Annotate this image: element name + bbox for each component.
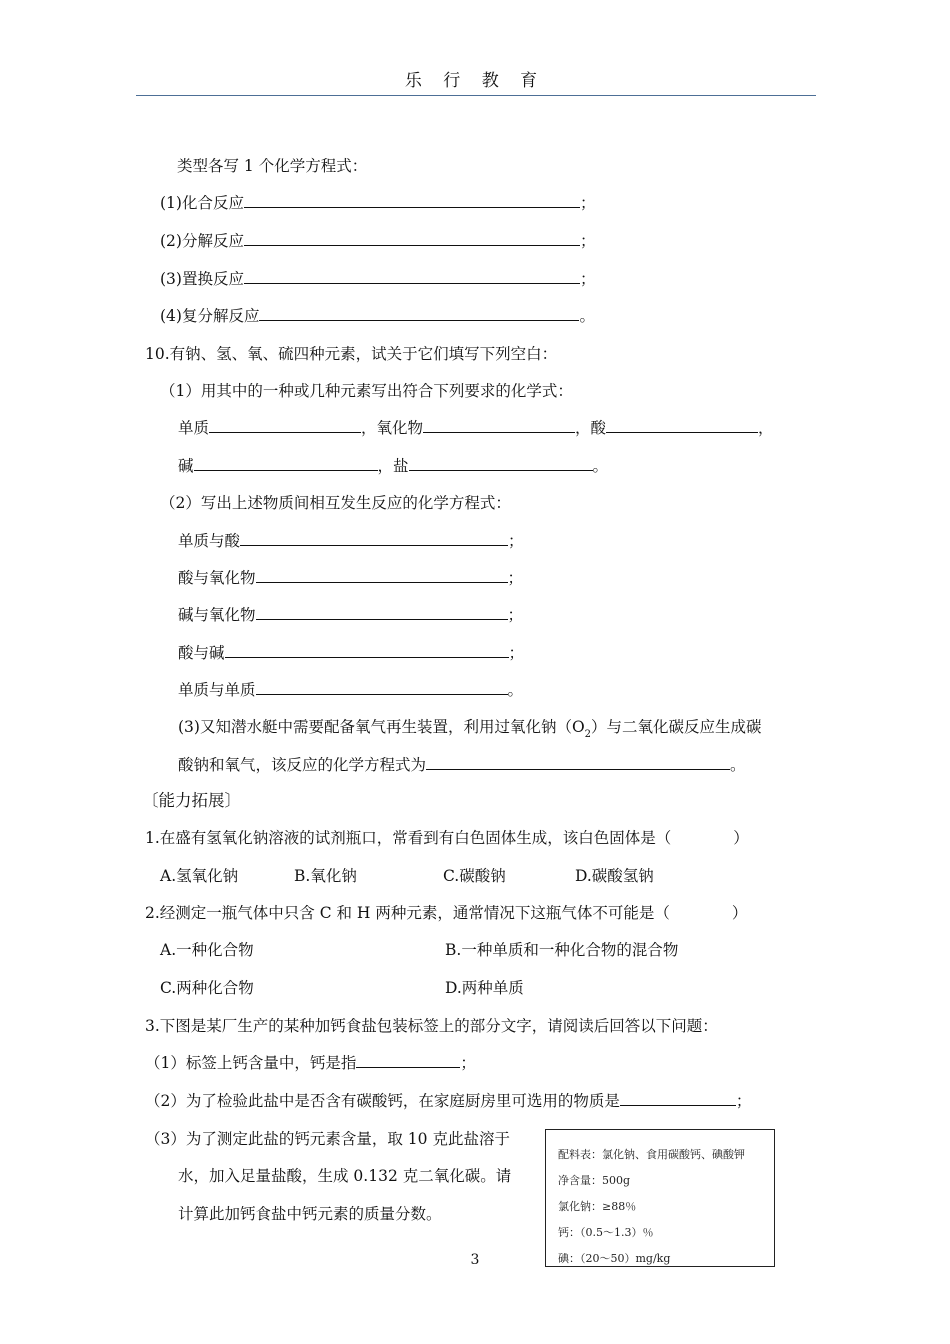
q10-pair-5-blank[interactable] (256, 679, 508, 695)
q10-row1-blank-c[interactable] (606, 417, 758, 433)
q9-intro: 类型各写 1 个化学方程式： (177, 157, 368, 175)
q10-row2-end: 。 (592, 457, 609, 475)
q10-row1-label-c: ，酸 (575, 419, 607, 437)
q10-part3-line1 (178, 716, 762, 741)
q9-item-1 (160, 192, 595, 214)
q9-item-2-end: ； (579, 232, 596, 250)
q9-item-1-blank[interactable] (244, 192, 580, 208)
q10-part1: （1）用其中的一种或几种元素写出符合下列要求的化学式： (160, 382, 573, 400)
q10-pair-1-blank[interactable] (240, 530, 508, 546)
q10-part3-subscript: 2 (584, 729, 592, 740)
e3-part2 (145, 1090, 751, 1112)
q10-pair-3-end: ； (507, 606, 524, 624)
q10-row2-blank-a[interactable] (194, 455, 378, 471)
header-divider (136, 95, 816, 96)
q10-part3-text-b: ）与二氧化碳反应生成碳 (591, 718, 762, 736)
e2-option-a[interactable]: A.一种化合物 (160, 941, 254, 959)
q9-item-4 (160, 305, 595, 327)
q10-part3-text-a: (3)又知潜水艇中需要配备氧气再生装置，利用过氧化钠（O (178, 718, 585, 736)
q9-item-4-end: 。 (579, 307, 595, 325)
e3-part1-end: ； (460, 1054, 476, 1072)
q9-item-1-label: (1)化合反应 (160, 194, 244, 212)
e3-part1-text: （1）标签上钙含量中，钙是指 (145, 1054, 357, 1072)
q10-pair-2-end: ； (507, 569, 524, 587)
e1-option-c[interactable]: C.碳酸钠 (443, 867, 506, 885)
q10-row2 (178, 455, 608, 477)
q10-pair-3-label: 碱与氧化物 (178, 606, 256, 624)
salt-label-box (545, 1129, 775, 1267)
q10-part2: （2）写出上述物质间相互发生反应的化学方程式： (160, 494, 511, 512)
q10-row2-label-b: ，盐 (377, 457, 409, 475)
q10-pair-2-label: 酸与氧化物 (178, 569, 256, 587)
e1-stem: 1.在盛有氢氧化钠溶液的试剂瓶口，常看到有白色固体生成，该白色固体是（ ） (145, 829, 749, 847)
q9-item-3-end: ； (579, 270, 596, 288)
q10-pair-4-end: ； (508, 644, 525, 662)
e3-part2-end: ； (735, 1092, 752, 1110)
e3-part3-line3: 计算此加钙食盐中钙元素的质量分数。 (178, 1205, 442, 1223)
q10-row1 (178, 417, 774, 439)
e2-stem: 2.经测定一瓶气体中只含 C 和 H 两种元素，通常情况下这瓶气体不可能是（ ） (145, 904, 748, 922)
q10-pair-1-end: ； (508, 532, 524, 550)
q10-pair-2 (178, 567, 523, 589)
label-net-weight: 净含量：500g (558, 1174, 631, 1187)
page-header-title: 乐 行 教 育 (404, 71, 546, 91)
q10-part3-line2 (178, 754, 746, 776)
q10-row1-label-a: 单质 (178, 419, 210, 437)
e3-stem: 3.下图是某厂生产的某种加钙食盐包装标签上的部分文字，请阅读后回答以下问题： (145, 1017, 718, 1035)
q10-pair-4 (178, 642, 524, 664)
q10-pair-5-label: 单质与单质 (178, 681, 256, 699)
q9-item-4-blank[interactable] (259, 305, 579, 321)
q10-pair-3-blank[interactable] (256, 604, 508, 620)
e3-part1-blank[interactable] (356, 1052, 460, 1068)
q10-part3-text-c: 酸钠和氧气，该反应的化学方程式为 (178, 756, 427, 774)
e1-option-d[interactable]: D.碳酸氢钠 (575, 867, 654, 885)
e2-option-c[interactable]: C.两种化合物 (160, 979, 254, 997)
q9-item-2 (160, 230, 595, 252)
label-sodium-chloride: 氯化钠：≥88％ (558, 1200, 637, 1213)
q10-row2-blank-b[interactable] (409, 455, 593, 471)
e3-part2-text: （2）为了检验此盐中是否含有碳酸钙，在家庭厨房里可选用的物质是 (145, 1092, 620, 1110)
q10-row2-label-a: 碱 (178, 457, 194, 475)
q10-row1-blank-a[interactable] (209, 417, 361, 433)
q10-pair-5 (178, 679, 523, 701)
q10-stem: 10.有钠、氢、氧、硫四种元素，试关于它们填写下列空白： (145, 345, 558, 363)
e1-option-a[interactable]: A.氢氧化钠 (160, 867, 239, 885)
e3-part3-line2: 水，加入足量盐酸，生成 0.132 克二氧化碳。请 (178, 1167, 512, 1185)
q10-part3-end: 。 (730, 756, 746, 774)
q10-row1-blank-b[interactable] (423, 417, 575, 433)
q10-pair-3 (178, 604, 523, 626)
e3-part1 (145, 1052, 476, 1074)
q9-item-3-blank[interactable] (244, 268, 580, 284)
e3-part2-blank[interactable] (620, 1090, 736, 1106)
label-ingredients: 配料表：氯化钠、食用碳酸钙、碘酸钾 (558, 1148, 745, 1161)
e3-part3-line1: （3）为了测定此盐的钙元素含量，取 10 克此盐溶于 (145, 1130, 510, 1148)
q10-part3-blank[interactable] (426, 754, 730, 770)
q10-pair-1-label: 单质与酸 (178, 532, 241, 550)
q9-item-1-end: ； (579, 194, 596, 212)
page-number: 3 (470, 1252, 480, 1268)
q9-item-3 (160, 268, 595, 290)
e2-option-b[interactable]: B.一种单质和一种化合物的混合物 (445, 941, 679, 959)
q10-pair-5-end: 。 (507, 681, 524, 699)
label-calcium: 钙：（0.5～1.3）％ (558, 1226, 654, 1239)
section-heading: 〔能力拓展〕 (142, 791, 241, 810)
q10-pair-2-blank[interactable] (256, 567, 508, 583)
q9-item-2-label: (2)分解反应 (160, 232, 244, 250)
q10-pair-4-blank[interactable] (225, 642, 509, 658)
q9-item-3-label: (3)置换反应 (160, 270, 244, 288)
q9-item-4-label: (4)复分解反应 (160, 307, 260, 325)
q10-row1-end: ， (758, 419, 774, 437)
q9-item-2-blank[interactable] (244, 230, 580, 246)
e2-option-d[interactable]: D.两种单质 (445, 979, 524, 997)
q10-pair-1 (178, 530, 524, 552)
e1-option-b[interactable]: B.氧化钠 (294, 867, 357, 885)
q10-row1-label-b: ，氧化物 (361, 419, 424, 437)
q10-pair-4-label: 酸与碱 (178, 644, 225, 662)
label-iodine: 碘：（20～50）mg/kg (558, 1252, 671, 1265)
